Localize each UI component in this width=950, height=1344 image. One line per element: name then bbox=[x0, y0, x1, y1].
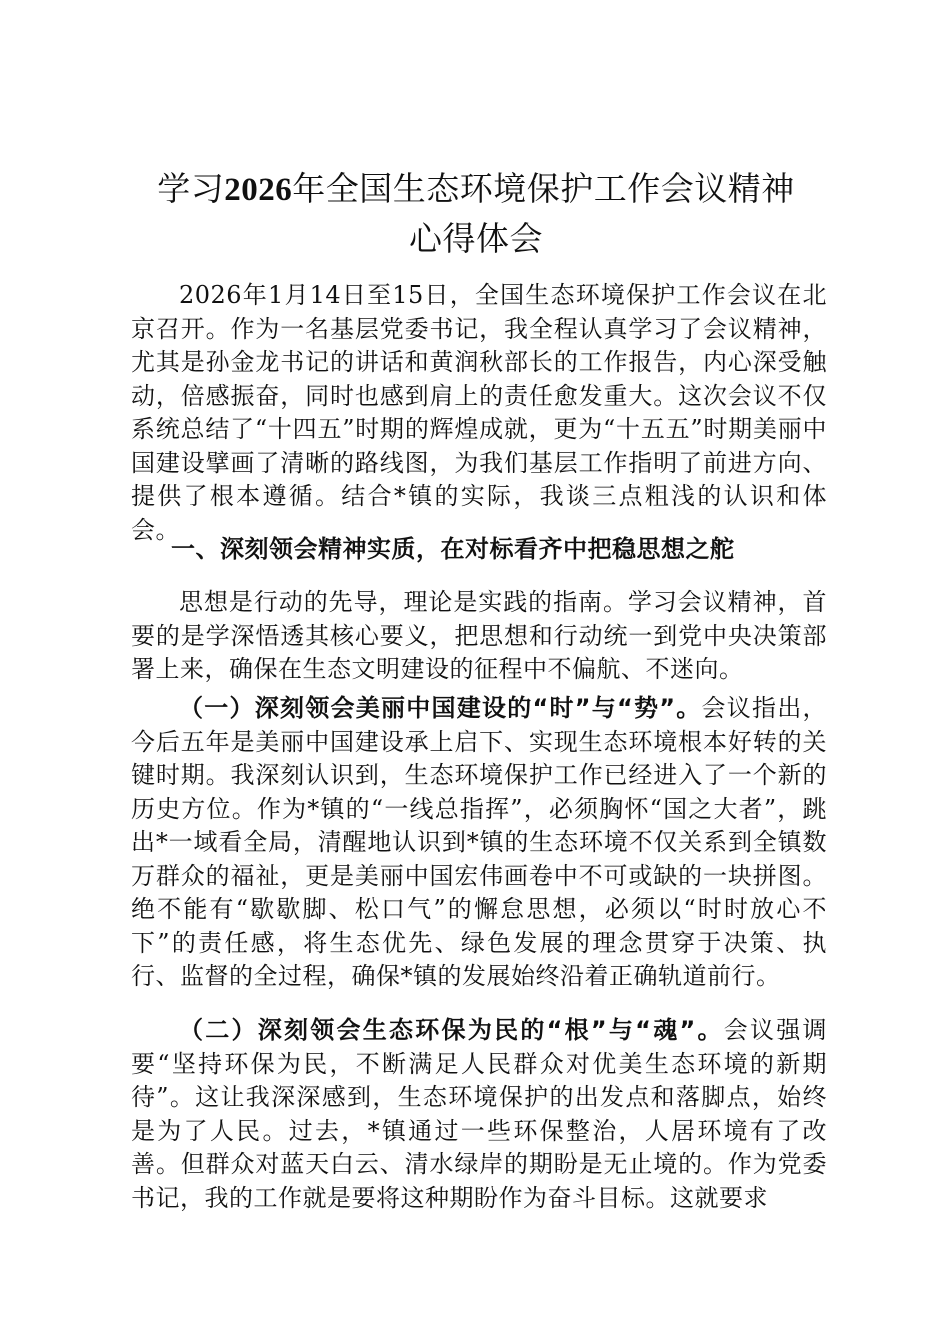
document-title-line1 bbox=[120, 164, 832, 215]
section1-paragraph: 思想是行动的先导，理论是实践的指南。学习会议精神，首要的是学深悟透其核心要义，把思想和行动统一到党中央决策部署上来，确保在生态文明建设的征程中不偏航、不迷向。 bbox=[131, 588, 827, 683]
title-suffix: 年全国生态环境保护工作会议精神 bbox=[292, 169, 795, 208]
point1-lead: （一）深刻领会美丽中国建设的“时”与“势”。 bbox=[179, 694, 702, 722]
section1-heading: 一、深刻领会精神实质，在对标看齐中把稳思想之舵 bbox=[171, 535, 735, 563]
point1-body: 会议指出，今后五年是美丽中国建设承上启下、实现生态环境根本好转的关键时期。我深刻认识到，生态环境保护工作已经进入了一个新的历史方位。作为*镇的“一线总指挥”，必须胸怀“国之大者”，跳出*一域看全局，清醒地认识到*镇的生态环境不仅关系到全镇数万群众的福祉，更是美丽中国宏伟画卷中不可或缺的一块拼图。绝不能有“歇歇脚、松口气”的懈怠思想，必须以“时时放心不下”的责任感，将生态优先、绿色发展的理念贯穿于决策、执行、监督的全过程，确保*镇的发展始终沿着正确轨道前行。 bbox=[131, 694, 828, 990]
point2-lead: （二）深刻领会生态环保为民的“根”与“魂”。 bbox=[179, 1016, 724, 1044]
document-title-line2: 心得体会 bbox=[409, 219, 543, 258]
intro-paragraph: 2026年1月14日至15日，全国生态环境保护工作会议在北京召开。作为一名基层党委书记，我全程认真学习了会议精神，尤其是孙金龙书记的讲话和黄润秋部长的工作报告，内心深受触动，倍感振奋，同时也感到肩上的责任愈发重大。这次会议不仅系统总结了“十四五”时期的辉煌成就，更为“十五五”时期美丽中国建设擘画了清晰的路线图，为我们基层工作指明了前进方向、提供了根本遵循。结合*镇的实际，我谈三点粗浅的认识和体会。 bbox=[131, 281, 827, 544]
title-prefix: 学习 bbox=[157, 169, 225, 208]
point2-paragraph bbox=[131, 1014, 827, 1215]
title-year: 2026 bbox=[224, 172, 293, 208]
point1-paragraph bbox=[131, 692, 827, 994]
point2-body: 会议强调要“坚持环保为民，不断满足人民群众对优美生态环境的新期待”。这让我深深感到，生态环境保护的出发点和落脚点，始终是为了人民。过去，*镇通过一些环保整治，人居环境有了改善。但群众对蓝天白云、清水绿岸的期盼是无止境的。作为党委书记，我的工作就是要将这种期盼作为奋斗目标。这就要求 bbox=[131, 1016, 828, 1212]
